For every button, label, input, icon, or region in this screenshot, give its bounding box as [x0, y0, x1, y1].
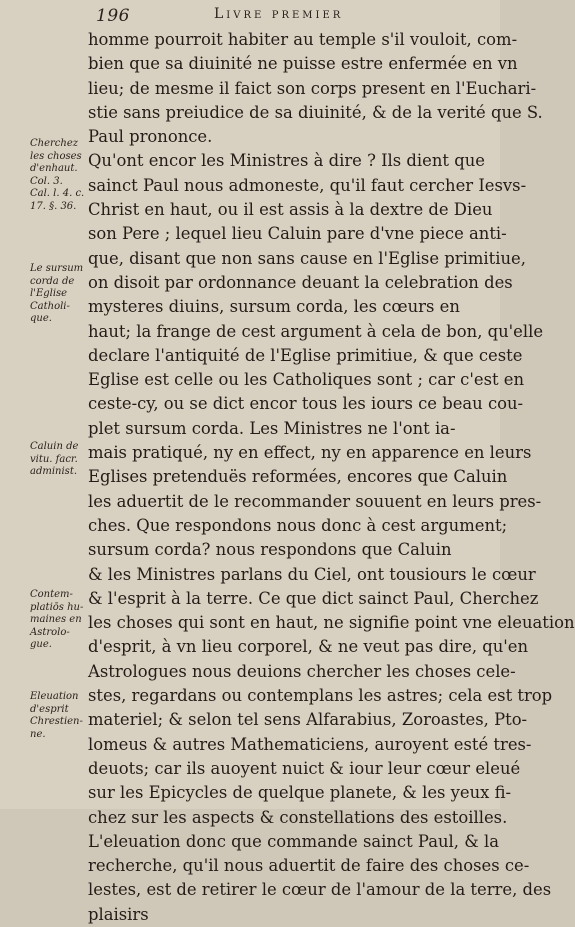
text-line: lomeus & autres Mathematiciens, auroyent esté tres-	[88, 734, 532, 754]
margin-line: vitu. facr.	[30, 453, 78, 465]
text-line: homme pourroit habiter au temple s'il vouloit, com-	[88, 30, 518, 49]
text-line: Eglise est celle ou les Catholiques sont ; car c'est en	[88, 370, 525, 390]
text-line: declare l'antiquité de l'Eglise primitiue, & que ceste	[88, 345, 523, 365]
text-line: recherche, qu'il nous aduertit de faire des choses ce-	[88, 856, 530, 876]
margin-line: platiōs hu-	[30, 601, 84, 613]
text-line: on disoit par ordonnance deuant la celebration des	[88, 272, 513, 292]
text-line: sainct Paul nous admoneste, qu'il faut cercher Iesvs-	[88, 175, 527, 195]
text-line: sursum corda? nous respondons que Caluin	[88, 540, 452, 560]
page-header	[96, 6, 486, 28]
text-line: ches. Que respondons nous donc à cest argument;	[88, 515, 508, 535]
text-line: mais pratiqué, ny en effect, ny en apparence en leurs	[88, 443, 532, 463]
marginal-note-cherchez	[30, 138, 90, 214]
text-line: mysteres diuins, sursum corda, les cœurs en	[88, 297, 460, 317]
margin-line: gue.	[30, 639, 52, 651]
text-line: deuots; car ils auoyent nuict & iour leur cœur eleué	[88, 758, 521, 778]
margin-line: Eleuation	[30, 691, 79, 702]
text-line: stes, regardans ou contemplans les astres; cela est trop	[88, 686, 553, 706]
margin-line: Le sursum	[30, 263, 84, 274]
text-line: d'esprit, à vn lieu corporel, & ne veut pas dire, qu'en	[88, 637, 529, 657]
marginal-note-eleuation	[30, 691, 90, 741]
margin-line: Chrestien-	[30, 716, 83, 728]
margin-line: Astrolo-	[30, 626, 70, 638]
text-line: ceste-cy, ou se dict encor tous les iours ce beau cou-	[88, 394, 524, 414]
margin-line: d'esprit	[30, 703, 69, 715]
text-line: & les Ministres parlans du Ciel, ont tousiours le cœur	[88, 564, 536, 584]
text-line: Paul prononce.	[88, 127, 213, 147]
running-head: Livre premier	[214, 6, 344, 22]
text-line: Christ en haut, ou il est assis à la dextre de Dieu	[88, 200, 493, 220]
text-line: Astrologues nous deuions chercher les choses cele-	[88, 661, 516, 681]
margin-line: 17. §. 36.	[30, 200, 77, 212]
page-number: 196	[96, 6, 130, 26]
margin-line: Contem-	[30, 589, 73, 600]
margin-line: administ.	[30, 466, 78, 478]
text-line: plet sursum corda. Les Ministres ne l'ont ia-	[88, 418, 456, 438]
margin-line: Caluin de	[30, 441, 79, 452]
marginal-note-caluin	[30, 441, 90, 479]
margin-line: que.	[30, 313, 52, 325]
margin-line: Col. 3.	[30, 175, 63, 187]
text-line: sur les Epicycles de quelque planete, & les yeux fi-	[88, 783, 512, 803]
margin-line: corda de	[30, 275, 75, 287]
body-text	[88, 28, 575, 927]
text-line: chez sur les aspects & constellations des estoilles.	[88, 807, 508, 827]
text-line: & l'esprit à la terre. Ce que dict sainct Paul, Cherchez	[88, 588, 539, 608]
marginal-note-contemplations	[30, 589, 90, 652]
text-line: Qu'ont encor les Ministres à dire ? Ils dient que	[88, 151, 485, 171]
text-line: bien que sa diuinité ne puisse estre enfermée en vn	[88, 54, 518, 74]
margin-line: les choses	[30, 150, 82, 162]
margin-line: Cherchez	[30, 138, 79, 149]
margin-line: ne.	[30, 728, 46, 740]
text-line: plaisirs	[88, 904, 149, 924]
text-line: lestes, est de retirer le cœur de l'amour de la terre, des	[88, 880, 552, 900]
text-line: Eglises pretenduës reformées, encores que Caluin	[88, 467, 508, 487]
text-line: les choses qui sont en haut, ne signifie point vne eleuation	[88, 613, 575, 633]
margin-line: l'Eglise	[30, 288, 68, 300]
margin-line: d'enhaut.	[30, 163, 78, 175]
text-line: que, disant que non sans cause en l'Eglise primitiue,	[88, 248, 526, 268]
margin-line: Cal. l. 4. c.	[30, 188, 85, 200]
text-line: lieu; de mesme il faict son corps present en l'Euchari-	[88, 78, 537, 98]
text-line: stie sans preiudice de sa diuinité, & de la verité que S.	[88, 102, 543, 122]
margin-line: maines en	[30, 614, 82, 626]
marginal-note-sursum	[30, 263, 90, 326]
text-line: materiel; & selon tel sens Alfarabius, Zoroastes, Pto-	[88, 710, 528, 730]
text-line: L'eleuation donc que commande sainct Paul, & la	[88, 831, 500, 851]
margin-line: Catholi-	[30, 300, 70, 312]
text-line: son Pere ; lequel lieu Caluin pare d'vne piece anti-	[88, 224, 507, 244]
text-line: haut; la frange de cest argument à cela de bon, qu'elle	[88, 321, 544, 341]
text-line: les aduertit de le recommander souuent en leurs pres-	[88, 491, 542, 511]
